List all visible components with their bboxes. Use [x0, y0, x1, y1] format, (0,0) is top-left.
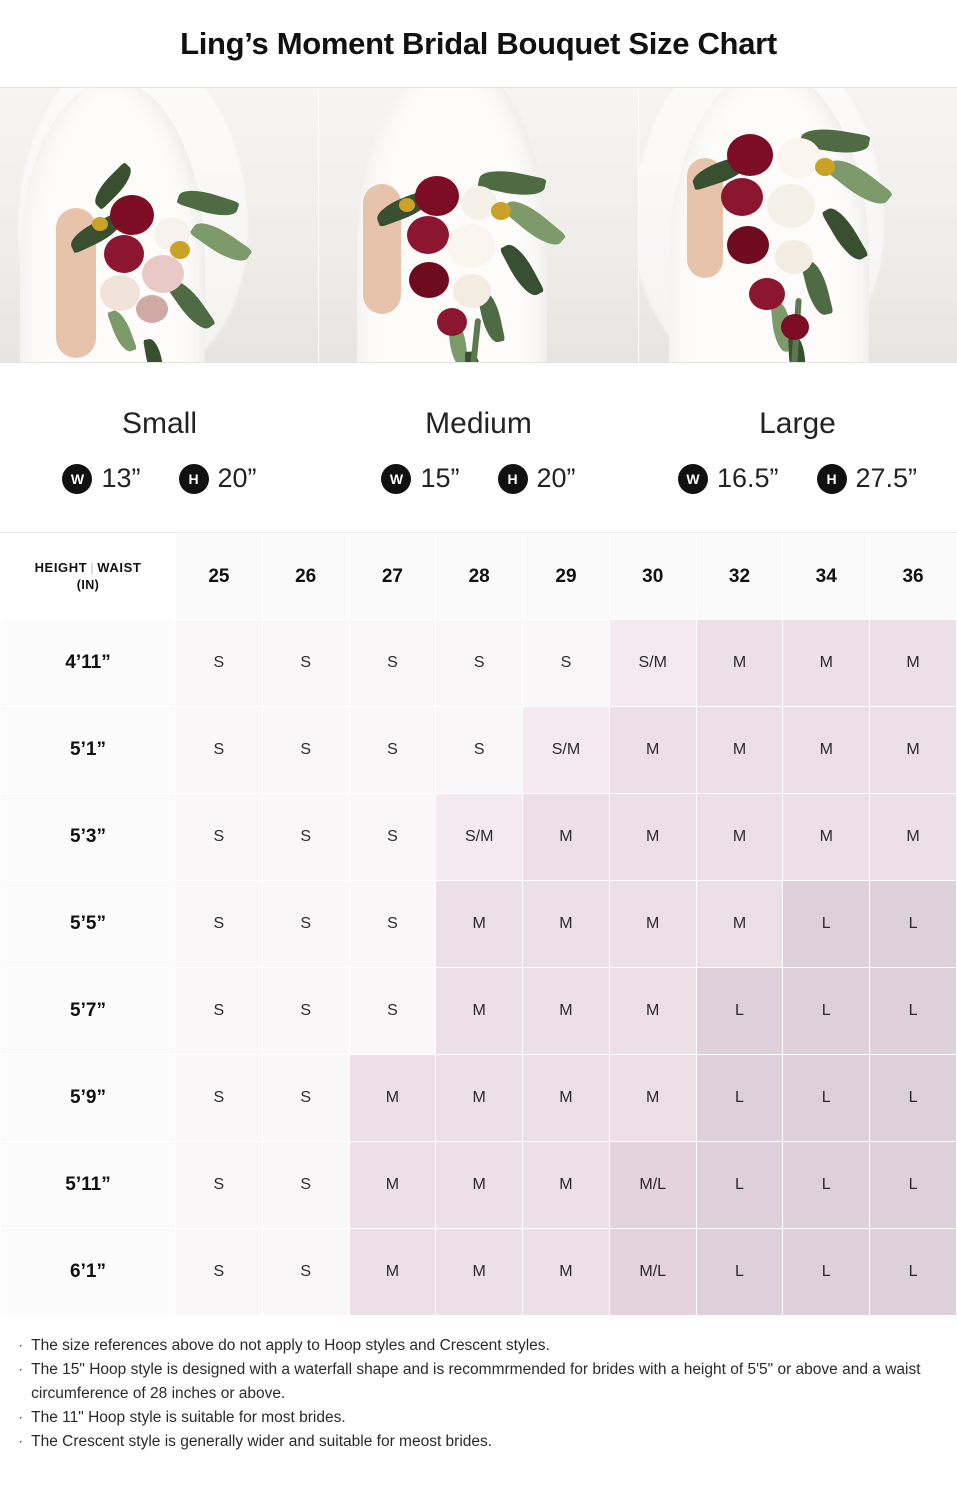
table-cell: L [870, 1142, 957, 1229]
photo-small [0, 88, 318, 362]
corner-separator: | [90, 560, 95, 576]
size-table-head [1, 534, 957, 620]
table-cell: S [176, 620, 263, 707]
height-column-label: HEIGHT [34, 560, 88, 576]
photo-medium [318, 88, 637, 362]
size-summary-large [638, 363, 957, 532]
bullet-icon: · [18, 1361, 24, 1379]
table-cell: M [609, 707, 696, 794]
table-cell: M [523, 1142, 610, 1229]
table-cell: M [783, 794, 870, 881]
photo-row [0, 88, 957, 363]
table-cell: M [783, 620, 870, 707]
size-summary-row [0, 363, 957, 533]
size-summary-medium [319, 363, 638, 532]
table-row [1, 707, 957, 794]
table-cell: L [696, 1229, 783, 1316]
height-value: 27.5” [855, 463, 918, 493]
size-table [0, 533, 957, 1316]
height-badge-icon: H [179, 464, 209, 494]
table-cell: M [783, 707, 870, 794]
width-dimension [678, 463, 779, 494]
table-cell: S [262, 707, 349, 794]
row-height-label: 5’7” [1, 968, 176, 1055]
waist-header-30: 30 [609, 534, 696, 620]
size-dimensions [381, 463, 575, 494]
table-cell: L [783, 1229, 870, 1316]
table-cell: S [349, 707, 436, 794]
height-dimension [179, 463, 257, 494]
table-row [1, 1142, 957, 1229]
table-cell: M [870, 620, 957, 707]
table-cell: M [696, 620, 783, 707]
table-cell: M [436, 1229, 523, 1316]
table-corner-header [1, 534, 176, 620]
height-badge-icon: H [498, 464, 528, 494]
waist-header-34: 34 [783, 534, 870, 620]
table-cell: S [262, 1142, 349, 1229]
table-row [1, 1055, 957, 1142]
row-height-label: 5’5” [1, 881, 176, 968]
table-header-row [1, 534, 957, 620]
table-cell: M [696, 881, 783, 968]
width-badge-icon: W [62, 464, 92, 494]
size-dimensions [678, 463, 917, 494]
table-row [1, 881, 957, 968]
table-row [1, 794, 957, 881]
table-cell: S [349, 881, 436, 968]
table-cell: M [523, 881, 610, 968]
table-cell: M [609, 968, 696, 1055]
table-cell: S [176, 881, 263, 968]
table-cell: S [349, 794, 436, 881]
table-cell: L [783, 881, 870, 968]
table-cell: S [349, 620, 436, 707]
table-cell: S [176, 1142, 263, 1229]
table-cell: L [870, 1229, 957, 1316]
waist-header-28: 28 [436, 534, 523, 620]
table-cell: M [436, 1142, 523, 1229]
table-cell: S [262, 1229, 349, 1316]
bride-illustration-small [0, 88, 318, 362]
table-cell: M [523, 1055, 610, 1142]
size-summary-small [0, 363, 319, 532]
size-name: Large [759, 407, 836, 440]
table-cell: L [870, 1055, 957, 1142]
table-cell: S/M [523, 707, 610, 794]
table-row [1, 1229, 957, 1316]
waist-header-32: 32 [696, 534, 783, 620]
table-cell: L [783, 1142, 870, 1229]
table-cell: S [176, 968, 263, 1055]
table-cell: S [436, 707, 523, 794]
table-cell: L [696, 1055, 783, 1142]
table-cell: M [523, 968, 610, 1055]
table-cell: S [262, 794, 349, 881]
note-text: The Crescent style is generally wider and suitable for meost brides. [31, 1433, 493, 1451]
note-text: The 15" Hoop style is designed with a waterfall shape and is recommrmended for brides with a height of 5'5" or above and a waist circumference of 28 inches or above. [31, 1361, 921, 1403]
table-row [1, 968, 957, 1055]
table-cell: S [176, 707, 263, 794]
waist-header-26: 26 [262, 534, 349, 620]
table-cell: M [349, 1142, 436, 1229]
notes-section [0, 1316, 957, 1464]
size-table-body [1, 620, 957, 1316]
table-cell: M/L [609, 1142, 696, 1229]
row-height-label: 5’3” [1, 794, 176, 881]
height-value: 20” [217, 463, 257, 493]
width-value: 16.5” [716, 463, 779, 493]
table-cell: S [349, 968, 436, 1055]
table-cell: L [696, 1142, 783, 1229]
table-cell: M [609, 794, 696, 881]
bullet-icon: · [18, 1337, 24, 1354]
height-dimension [498, 463, 576, 494]
size-dimensions [62, 463, 256, 494]
note-text: The 11" Hoop style is suitable for most brides. [31, 1409, 346, 1427]
table-cell: M [523, 1229, 610, 1316]
table-cell: S [176, 794, 263, 881]
note-item [18, 1430, 939, 1454]
table-cell: S/M [436, 794, 523, 881]
table-cell: M [696, 707, 783, 794]
table-cell: M [523, 794, 610, 881]
row-height-label: 5’9” [1, 1055, 176, 1142]
row-height-label: 5’1” [1, 707, 176, 794]
table-cell: S/M [609, 620, 696, 707]
waist-header-36: 36 [870, 534, 957, 620]
bullet-icon: · [18, 1433, 24, 1451]
table-row [1, 620, 957, 707]
corner-labels [9, 559, 167, 577]
note-item [18, 1358, 939, 1406]
width-badge-icon: W [381, 464, 411, 494]
table-cell: S [262, 968, 349, 1055]
table-cell: M [349, 1055, 436, 1142]
bullet-icon: · [18, 1409, 24, 1427]
table-cell: L [783, 1055, 870, 1142]
size-name: Small [121, 407, 197, 440]
bride-illustration-large [639, 88, 957, 362]
photo-large [638, 88, 957, 362]
table-cell: S [262, 620, 349, 707]
table-cell: S [523, 620, 610, 707]
table-cell: M [436, 968, 523, 1055]
page-title: Ling’s Moment Bridal Bouquet Size Chart [180, 25, 777, 61]
note-item [18, 1406, 939, 1430]
height-badge-icon: H [817, 464, 847, 494]
table-cell: M [870, 794, 957, 881]
width-value: 13” [101, 463, 141, 493]
table-cell: S [262, 1055, 349, 1142]
row-height-label: 6’1” [1, 1229, 176, 1316]
row-height-label: 5’11” [1, 1142, 176, 1229]
height-value: 20” [536, 463, 576, 493]
width-dimension [381, 463, 459, 494]
title-bar [0, 0, 957, 88]
table-cell: M [436, 1055, 523, 1142]
table-cell: M [696, 794, 783, 881]
waist-header-25: 25 [176, 534, 263, 620]
table-cell: M [609, 1055, 696, 1142]
table-cell: M [436, 881, 523, 968]
size-table-wrapper [0, 533, 957, 1316]
table-cell: L [783, 968, 870, 1055]
table-cell: M/L [609, 1229, 696, 1316]
table-cell: L [870, 881, 957, 968]
table-cell: S [176, 1229, 263, 1316]
row-height-label: 4’11” [1, 620, 176, 707]
size-name: Medium [425, 407, 532, 440]
width-value: 15” [420, 463, 460, 493]
note-text: The size references above do not apply to Hoop styles and Crescent styles. [31, 1337, 550, 1354]
waist-header-27: 27 [349, 534, 436, 620]
corner-unit: (IN) [76, 577, 100, 592]
table-cell: S [176, 1055, 263, 1142]
table-cell: L [696, 968, 783, 1055]
width-badge-icon: W [678, 464, 708, 494]
waist-column-label: WAIST [97, 560, 142, 576]
table-cell: M [870, 707, 957, 794]
width-dimension [62, 463, 140, 494]
table-cell: S [262, 881, 349, 968]
table-cell: M [349, 1229, 436, 1316]
note-item [18, 1334, 939, 1358]
waist-header-29: 29 [523, 534, 610, 620]
bride-illustration-medium [319, 88, 637, 362]
table-cell: L [870, 968, 957, 1055]
table-cell: S [436, 620, 523, 707]
height-dimension [817, 463, 918, 494]
table-cell: M [609, 881, 696, 968]
